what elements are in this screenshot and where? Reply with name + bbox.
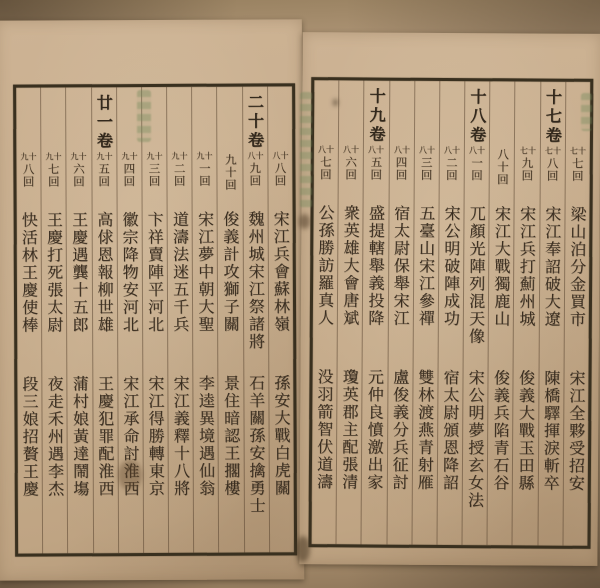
chapter-number bbox=[247, 153, 264, 188]
chapter-title-line2: 宋江義釋十八將 bbox=[170, 374, 191, 498]
chapter-number-unit: 四 bbox=[394, 156, 409, 169]
chapter-title-line2: 元仲良憤激出家 bbox=[364, 368, 385, 492]
chapter-title-line1: 魏州城宋江祭諸將 bbox=[245, 210, 266, 351]
chapter-number bbox=[418, 147, 435, 182]
chapter-number-tens: 七十 bbox=[519, 146, 536, 157]
chapter-number bbox=[272, 152, 289, 187]
volume-header: 二十卷 bbox=[245, 93, 265, 151]
chapter-number-hui: 回 bbox=[545, 169, 560, 183]
chapter-number-hui: 回 bbox=[273, 174, 288, 187]
toc-column bbox=[462, 81, 490, 545]
chapter-title-line1: 宋江大戰獨鹿山 bbox=[491, 205, 512, 328]
chapter-title-line1: 道濤法迷五千兵 bbox=[170, 210, 190, 334]
chapter-number-tens: 九十 bbox=[95, 152, 113, 163]
chapter-number-unit: 一 bbox=[197, 162, 212, 175]
chapter-number bbox=[519, 147, 536, 182]
chapter-number-unit: 四 bbox=[122, 162, 137, 176]
chapter-number-hui: 回 bbox=[318, 168, 333, 181]
chapter-title-line1: 高俅恩報柳世雄 bbox=[94, 211, 115, 334]
chapter-number-tens: 八十 bbox=[418, 145, 435, 156]
chapter-number-unit: 二 bbox=[444, 156, 459, 170]
chapter-number-unit: 五 bbox=[96, 162, 112, 176]
right-columns bbox=[311, 80, 590, 546]
chapter-number-unit: 八 bbox=[273, 161, 288, 175]
toc-column bbox=[336, 80, 364, 544]
chapter-title-line1: 宋江兵會蘇林嶺 bbox=[271, 210, 291, 333]
chapter-number bbox=[121, 153, 138, 188]
chapter-number-hui: 回 bbox=[172, 174, 187, 188]
toc-column bbox=[436, 81, 464, 545]
toc-column bbox=[242, 86, 269, 552]
chapter-number-tens: 九十 bbox=[196, 151, 213, 162]
chapter-title-line2: 孫安大戰白虎關 bbox=[271, 374, 292, 497]
chapter-number-unit: 三 bbox=[419, 156, 434, 169]
chapter-number-hui: 回 bbox=[369, 168, 384, 182]
chapter-title-line2: 俊義兵陷青石谷 bbox=[490, 369, 511, 492]
toc-column bbox=[411, 81, 439, 545]
chapter-number-hui: 回 bbox=[469, 169, 484, 182]
right-folio bbox=[299, 32, 600, 566]
chapter-title-line1: 宋江夢中朝大聖 bbox=[195, 210, 215, 334]
toc-column bbox=[386, 81, 414, 545]
chapter-number-hui: 回 bbox=[570, 169, 585, 183]
chapter-number bbox=[368, 146, 385, 181]
chapter-title-line2: 石羊關孫安擒勇士 bbox=[246, 374, 267, 515]
chapter-number bbox=[342, 146, 359, 181]
toc-column bbox=[512, 81, 540, 545]
toc-column bbox=[91, 87, 118, 553]
toc-column bbox=[166, 87, 193, 553]
chapter-number bbox=[171, 153, 188, 188]
toc-column bbox=[116, 87, 143, 553]
chapter-number-hui: 回 bbox=[223, 178, 238, 192]
chapter-number-unit: 七 bbox=[570, 157, 585, 170]
chapter-number bbox=[393, 147, 410, 182]
chapter-title-line1: 衆英雄大會唐斌 bbox=[340, 204, 361, 327]
volume-header: 廿一卷 bbox=[94, 94, 114, 152]
chapter-title-line1: 卞祥賣陣平河北 bbox=[145, 210, 165, 334]
chapter-number bbox=[468, 147, 485, 182]
chapter-title-line2: 王慶犯罪配淮西 bbox=[95, 375, 115, 498]
chapter-title-line2: 夜走禾州遇李杰 bbox=[45, 375, 65, 498]
chapter-title-line2: 宋江得勝轉東京 bbox=[145, 374, 166, 498]
chapter-number bbox=[317, 146, 334, 181]
chapter-number-unit: 二 bbox=[172, 162, 187, 175]
chapter-number-tens: 七十 bbox=[569, 146, 586, 157]
chapter-title-line1: 兀顏光陣列混天像 bbox=[466, 205, 487, 346]
chapter-number-hui: 回 bbox=[444, 168, 459, 182]
chapter-title-line2: 李逵異境遇仙翁 bbox=[196, 374, 216, 498]
chapter-number-unit: 七 bbox=[46, 162, 61, 176]
toc-column bbox=[361, 80, 389, 544]
chapter-title-line1: 俊義計攻獅子關 bbox=[220, 210, 241, 334]
chapter-number-tens: 八十 bbox=[368, 145, 385, 156]
chapter-number-hui: 回 bbox=[394, 168, 409, 182]
toc-column bbox=[487, 81, 515, 545]
chapter-number-hui: 回 bbox=[147, 174, 162, 188]
chapter-title-line1: 宋江兵打薊州城 bbox=[516, 205, 537, 329]
chapter-number bbox=[224, 153, 236, 192]
chapter-title-line2: 宋公明夢授玄女法 bbox=[465, 369, 486, 510]
toc-column bbox=[40, 87, 67, 553]
chapter-number bbox=[70, 153, 87, 188]
chapter-title-line2: 盧俊義分兵征討 bbox=[389, 368, 410, 492]
chapter-number-unit: 七 bbox=[318, 155, 333, 169]
chapter-title-line2: 没羽箭智伏道濤 bbox=[314, 368, 335, 491]
chapter-number bbox=[544, 148, 561, 183]
toc-column bbox=[141, 87, 168, 553]
chapter-number-unit: 九十 bbox=[223, 153, 238, 179]
chapter-title-line2: 宋江承命討淮西 bbox=[120, 375, 141, 498]
chapter-number-unit: 九 bbox=[520, 156, 535, 170]
chapter-title-line1: 五臺山宋江參禪 bbox=[416, 204, 436, 328]
chapter-title-line1: 徽宗降物安河北 bbox=[119, 211, 140, 334]
chapter-number-tens: 八十 bbox=[343, 145, 360, 156]
chapter-number-tens: 八十 bbox=[443, 145, 460, 157]
chapter-number bbox=[45, 153, 62, 188]
chapter-number-hui: 回 bbox=[520, 169, 535, 183]
chapter-number bbox=[95, 153, 112, 188]
chapter-title-line2: 段三娘招贅王慶 bbox=[19, 375, 40, 499]
chapter-number bbox=[196, 153, 213, 188]
chapter-number-hui: 回 bbox=[495, 173, 510, 186]
chapter-number-hui: 回 bbox=[97, 175, 112, 188]
chapter-title-line2: 宿太尉頒恩降詔 bbox=[440, 368, 461, 492]
chapter-title-line1: 宋江奉詔破大遼 bbox=[542, 205, 562, 329]
toc-column bbox=[65, 87, 92, 553]
chapter-number-tens: 九十 bbox=[45, 152, 62, 163]
chapter-title-line1: 王慶遇龔十五郎 bbox=[69, 211, 90, 334]
chapter-number-tens: 九十 bbox=[70, 152, 87, 163]
chapter-number-unit: 六 bbox=[71, 162, 86, 176]
left-text-frame bbox=[13, 83, 297, 556]
chapter-number-tens: 九十 bbox=[146, 151, 163, 163]
chapter-title-line2: 瓊英郡主配張清 bbox=[339, 368, 360, 491]
chapter-number-hui: 回 bbox=[197, 174, 212, 188]
chapter-number-hui: 回 bbox=[46, 175, 61, 188]
chapter-number-hui: 回 bbox=[122, 175, 137, 188]
chapter-number-unit: 一 bbox=[469, 156, 485, 170]
chapter-number bbox=[443, 147, 460, 182]
chapter-number-hui: 回 bbox=[343, 168, 359, 181]
volume-header: 十七卷 bbox=[543, 88, 563, 146]
chapter-number-tens: 八十 bbox=[468, 146, 486, 157]
chapter-number bbox=[20, 153, 37, 188]
chapter-title-line1: 王慶打死張太尉 bbox=[44, 211, 64, 334]
chapter-number-unit: 八十 bbox=[495, 148, 511, 174]
chapter-title-line2: 宋江全夥受招安 bbox=[566, 369, 586, 493]
toc-column bbox=[217, 87, 244, 553]
chapter-title-line1: 公孫勝訪羅真人 bbox=[315, 204, 336, 327]
chapter-number-unit: 九 bbox=[248, 162, 263, 175]
chapter-title-line1: 宋公明破陣成功 bbox=[441, 204, 462, 328]
chapter-number-tens: 八十 bbox=[272, 151, 289, 162]
chapter-number-tens: 八十 bbox=[393, 145, 410, 156]
chapter-title-line2: 俊義大戰玉田縣 bbox=[515, 369, 536, 493]
chapter-number-unit: 八 bbox=[545, 157, 560, 170]
chapter-title-line1: 盛提轄舉義投降 bbox=[365, 204, 386, 328]
chapter-number-unit: 六 bbox=[344, 155, 359, 169]
chapter-number-hui: 回 bbox=[248, 174, 263, 188]
left-columns bbox=[16, 86, 294, 553]
toc-column bbox=[191, 87, 218, 553]
chapter-number-tens: 八十 bbox=[317, 145, 335, 156]
chapter-title-line1: 宿太尉保舉宋江 bbox=[390, 204, 411, 328]
toc-column bbox=[537, 82, 565, 546]
chapter-number-unit: 八 bbox=[21, 163, 36, 176]
volume-header: 十八卷 bbox=[467, 88, 487, 146]
chapter-number-hui: 回 bbox=[71, 175, 86, 188]
chapter-number-tens: 九十 bbox=[20, 152, 37, 163]
chapter-title-line2: 雙林渡燕青射雁 bbox=[415, 368, 435, 492]
toc-column bbox=[267, 86, 294, 552]
toc-column bbox=[311, 80, 338, 544]
chapter-number bbox=[569, 148, 586, 183]
toc-column bbox=[562, 82, 590, 546]
chapter-title-line2: 陳橋驛揮淚斬卒 bbox=[541, 369, 561, 493]
chapter-title-line2: 蒲村娘黃達鬧塲 bbox=[70, 375, 90, 498]
chapter-number-tens: 九十 bbox=[121, 152, 138, 163]
left-folio bbox=[0, 19, 304, 580]
chapter-number-unit: 五 bbox=[369, 156, 384, 169]
chapter-number bbox=[146, 153, 163, 188]
chapter-number-hui: 回 bbox=[419, 168, 434, 182]
chapter-number-hui: 回 bbox=[21, 175, 36, 189]
right-text-frame bbox=[308, 77, 593, 549]
chapter-title-line1: 梁山泊分金買市 bbox=[567, 205, 587, 329]
chapter-title-line2: 景住暗認王擱樓 bbox=[221, 374, 241, 498]
toc-column bbox=[16, 87, 42, 553]
chapter-number-tens: 九十 bbox=[171, 151, 188, 162]
volume-header: 十九卷 bbox=[366, 87, 387, 145]
chapter-number bbox=[495, 147, 511, 186]
chapter-number-unit: 三 bbox=[147, 162, 162, 176]
chapter-number-tens: 七十 bbox=[544, 146, 561, 157]
chapter-number-tens: 八十 bbox=[246, 151, 264, 162]
chapter-title-line1: 快活林王慶使棒 bbox=[19, 211, 39, 335]
